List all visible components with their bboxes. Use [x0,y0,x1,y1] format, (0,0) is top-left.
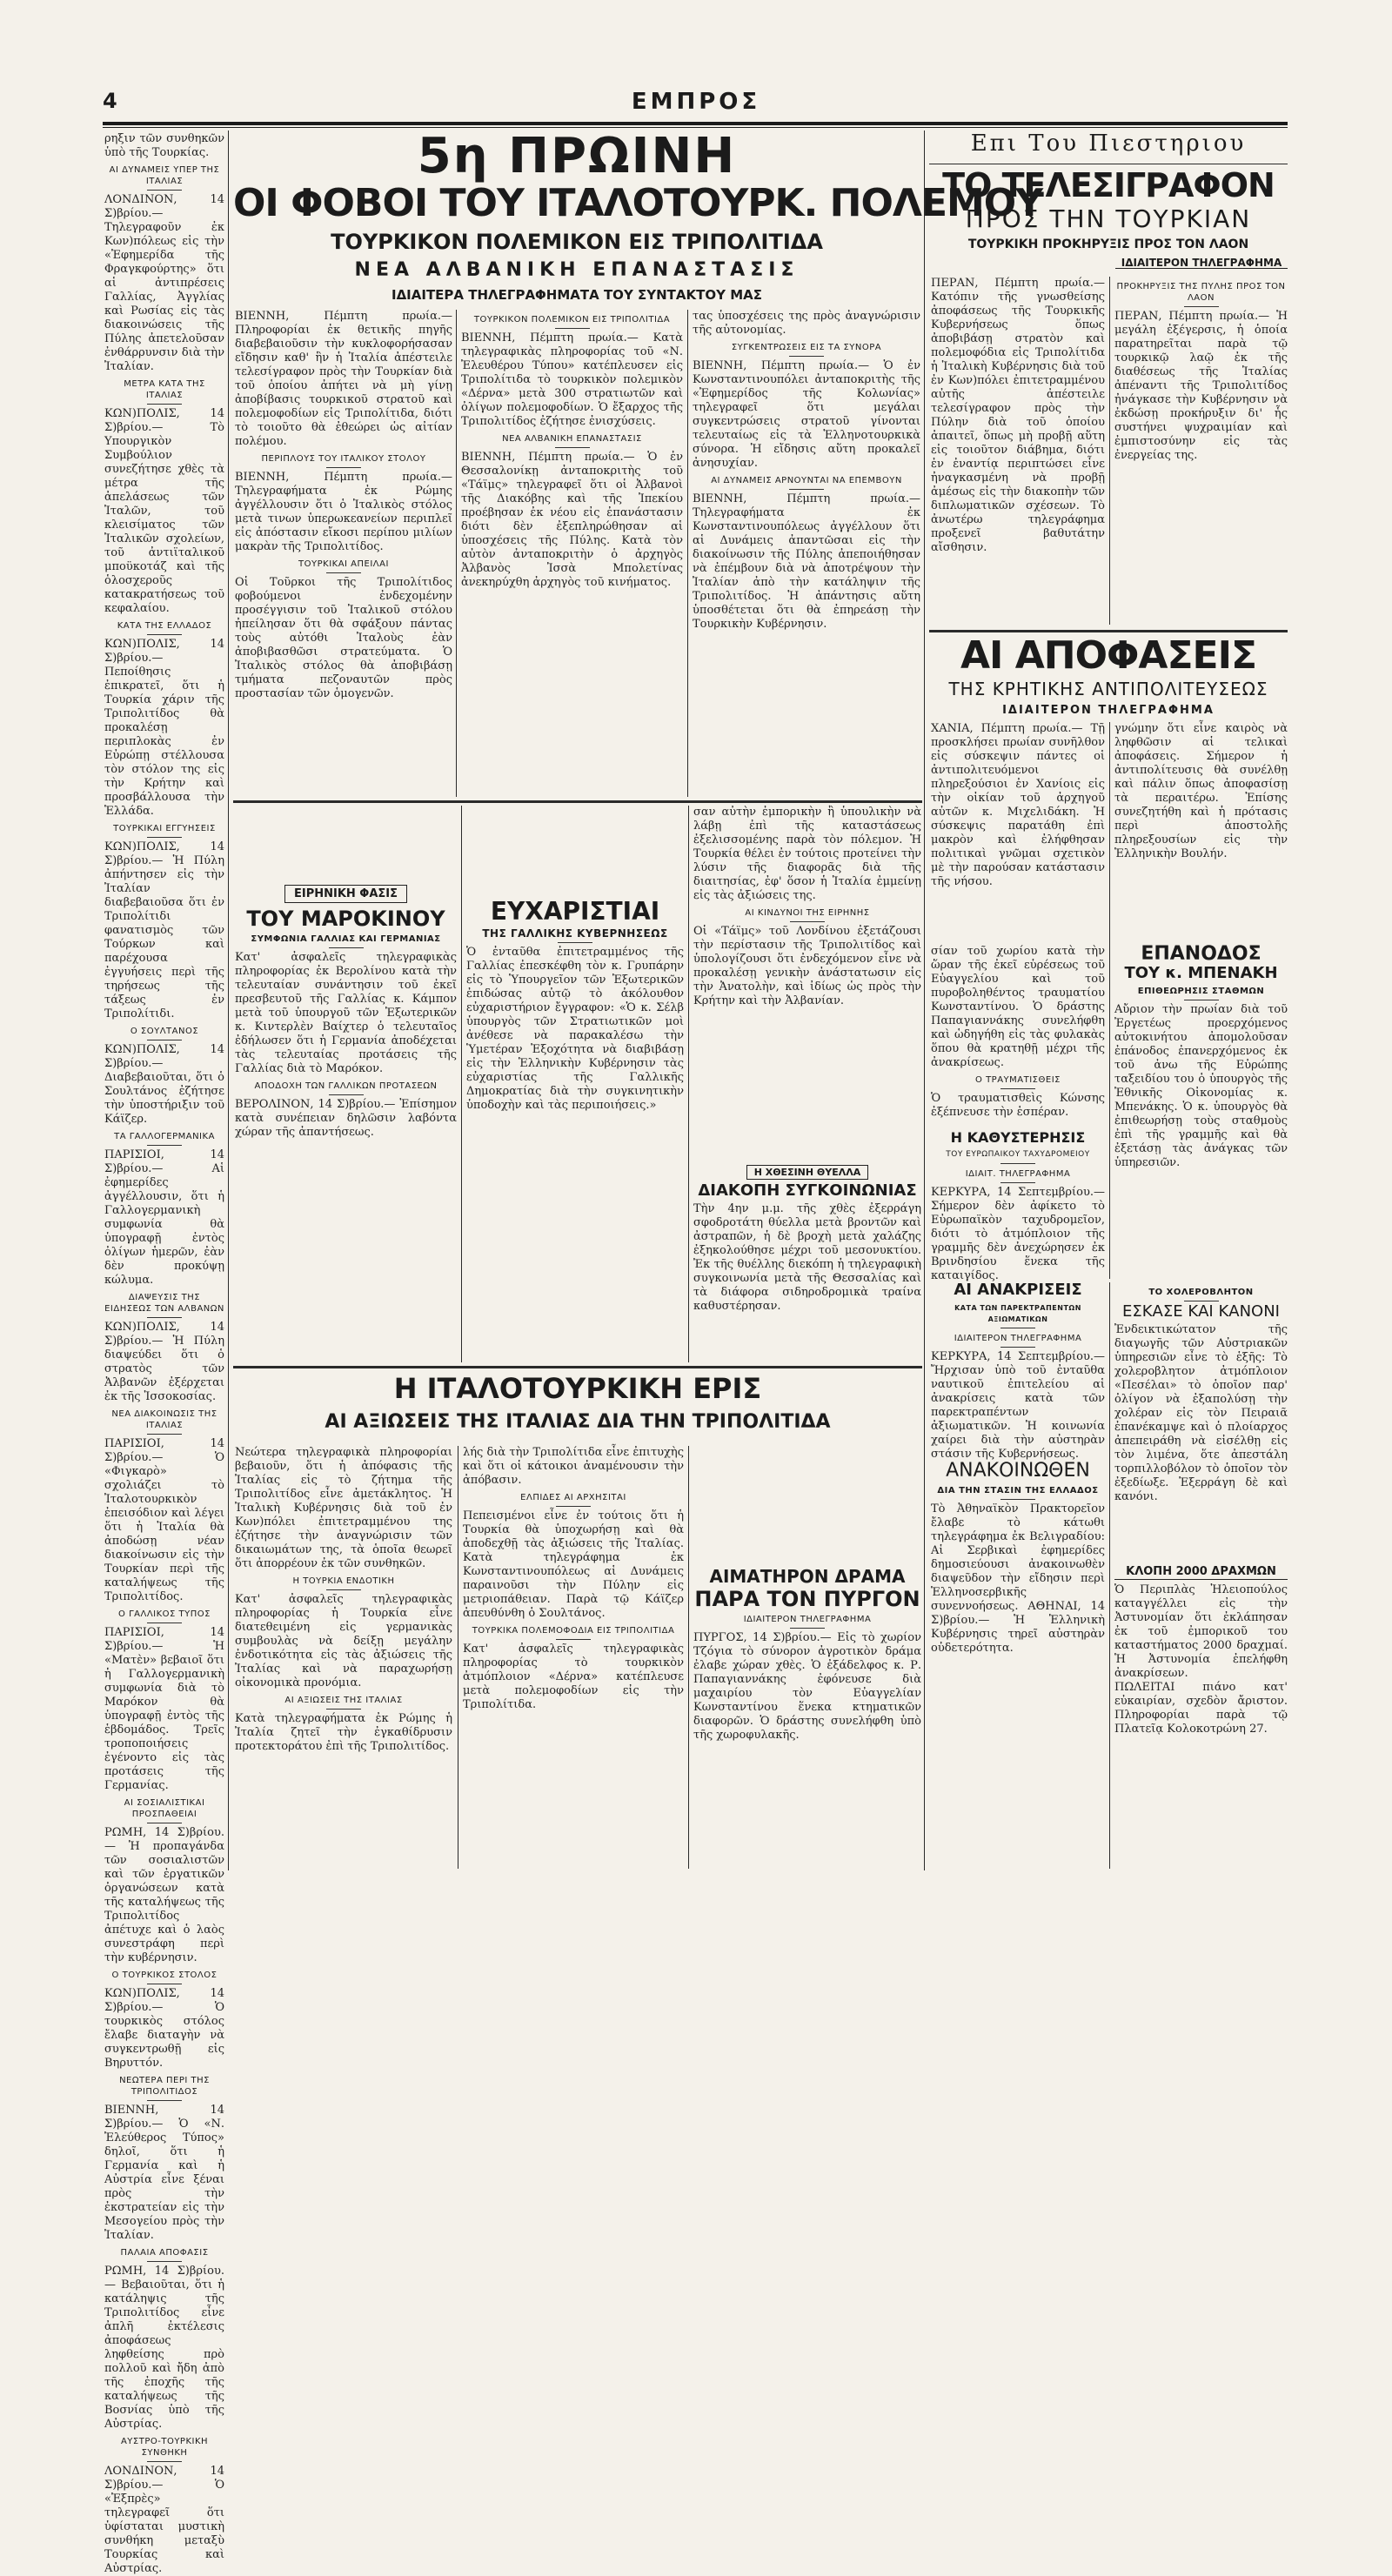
article-paragraph: ΚΩΝ)ΠΟΛΙΣ, 14 Σ)βρίου.— Τὸ Υπουργικὸν Συμβούλιον συνεζήτησε χθὲς τὰ μέτρα τῆς ἀπελάσεως τῶν Ἰταλῶν, τοῦ κλεισίματος τῶν Ἰταλικῶν σχολείων, τοῦ ἀντιϊταλικοῦ μποϋκοτάζ καὶ τῆς ὁλοσχεροῦς κατακρατήσεως τοῦ κεφαλαίου. [104,407,224,615]
article-paragraph: ΡΩΜΗ, 14 Σ)βρίου.— Ἡ προπαγάνδα τῶν σοσιαλιστῶν καὶ τῶν ἐργατικῶν ὀργανώσεων κατὰ τῆς καταλήψεως τῆς Τριπολιτίδος ἀπέτυχε καὶ ὁ λαὸς συνεστράφη περὶ τὴν κυβέρνησιν. [104,1826,224,1964]
article-paragraph: ΛΟΝΔΙΝΟΝ, 14 Σ)βρίου.— Ὁ «Ἐξπρὲς» τηλεγραφεῖ ὅτι ὑφίσταται μυστικὴ συνθήκη μεταξὺ Τουρκίας καὶ Αὐστρίας. [104,2465,224,2575]
crete-col-a [931,722,1105,940]
article-paragraph: ΚΩΝ)ΠΟΛΙΣ, 14 Σ)βρίου.— Ἡ Πύλη ἀπήντησεν εἰς τὴν Ἰταλίαν διαβεβαιοῦσα ὅτι ἐν Τριπολίτιδι φανατισμὸς τῶν Τούρκων καὶ παρέχουσα ἐγγυήσεις περὶ τῆς τηρήσεως τῆς τάξεως ἐν Τριπολίτιδι. [104,840,224,1020]
article-paragraph: σίαν τοῦ χωρίου κατὰ τὴν ὥραν τῆς ἐκεῖ εὑρέσεως τοῦ Εὐαγγελίου καὶ τοῦ πυροβοληθέντος τραυματίου Κωνσταντίνου. Ὁ δράστης Παπαγιαννάκης συνελήφθη καὶ ὡδηγήθη εἰς τὰς φυλακὰς ὅπου θὰ κρατηθῇ μέχρι τῆς ἀνακρίσεως. [931,945,1105,1069]
article-paragraph: ΠΑΡΙΣΙΟΙ, 14 Σ)βρίου.— Ὁ «Φιγκαρὸ» σχολιάζει τὸ Ἰταλοτουρκικὸν ἐπεισόδιον καὶ λέγει ὅτι ἡ Ἰταλία θὰ ἀποδώσῃ νέαν διακοίνωσιν εἰς τὴν Τουρκίαν περὶ τῆς καταλήψεως τῆς Τριπολιτίδος. [104,1437,224,1603]
article-paragraph: Πεπεισμένοι εἶνε ἐν τούτοις ὅτι ἡ Τουρκία θὰ ὑποχωρήσῃ καὶ θὰ ἀποδεχθῇ τὰς ἀξιώσεις τῆς Ἰταλίας. Κατὰ τηλεγράφημα ἐκ Κωνσταντινουπόλεως αἱ Δυνάμεις παραινοῦσι τὴν Πύλην εἰς μετριοπάθειαν. Παρὰ τῷ Κάϊζερ ἀπευθύνθη ὁ Σουλτάνος. [463,1509,684,1620]
announce-deck: ΔΙΑ ΤΗΝ ΣΤΑΣΙΝ ΤΗΣ ΕΛΛΑΔΟΣ [931,1485,1105,1500]
article-paragraph: Οἱ Τοῦρκοι τῆς Τριπολίτιδος φοβούμενοι ἐνδεχομένην προσέγγισιν τοῦ Ἰταλικοῦ στόλου ἠπείλησαν ὅτι θὰ σφάξουν πάντας τοὺς αὐτόθι Ἰταλοὺς ἐὰν ἀποβιβασθῶσι στρατεύματα. Ὁ Ἰταλικὸς στόλος θὰ ἀποβιβάσῃ τμήματα πεζοναυτῶν πρὸς προστασίαν τῶν ὁμογενῶν. [235,576,452,700]
article-subhead: ΤΟΥΡΚΙΚΑΙ ΑΠΕΙΛΑΙ [235,559,452,573]
paper-title: ΕΜΠΡΟΣ [631,89,761,115]
article-subhead: ΑΙ ΣΟΣΙΑΛΙΣΤΙΚΑΙ ΠΡΟΣΠΑΘΕΙΑΙ [104,1797,224,1823]
arrests-body [931,1333,1105,1462]
article-subhead: ΕΛΠΙΔΕΣ ΑΙ ΑΡΧΗΣΙΤΑΙ [463,1492,684,1507]
return-headline: ΕΠΑΝΟΔΟΣ [1141,943,1262,965]
edition-banner: 5η ΠΡΩΙΝΗ [417,128,737,184]
article-paragraph: ΒΙΕΝΝΗ, Πέμπτη πρωία.— Τηλεγραφήματα ἐκ Ρώμης ἀγγέλλουσιν ὅτι ὁ Ἰταλικὸς στόλος μετὰ τινων ὑπερωκεανείων περιπλεῖ εἰς ἀπόστασιν εἴκοσι περίπου μιλίων μακρὰν τῆς Τριπολιτίδος. [235,471,452,553]
article-subhead: ΙΔΙΑΙΤΕΡΟΝ ΤΗΛΕΓΡΑΦΗΜΑ [931,1333,1105,1348]
press-deck-3: ΙΔΙΑΙΤΕΡΟΝ ΤΗΛΕΓΡΑΦΗΜΑ [1115,258,1288,269]
article-subhead: ΤΟΥΡΚΙΚΟΝ ΠΟΛΕΜΙΚΟΝ ΕΙΣ ΤΡΙΠΟΛΙΤΙΔΑ [461,314,683,329]
article-paragraph: ΒΕΡΟΛΙΝΟΝ, 14 Σ)βρίου.— Ἐπίσημον κατὰ συνέπειαν δηλῶσιν λαβόντα χώραν τῆς ἀπαντήσεως. [235,1098,457,1139]
italo-col-2 [463,1446,684,1869]
right-split-rule-2 [1109,1282,1110,1869]
article-paragraph: ΒΙΕΝΝΗ, Πέμπτη πρωία.— Τηλεγραφήματα ἐκ Κωνσταντινουπόλεως ἀγγέλλουν ὅτι αἱ Δυνάμεις ἀπαντῶσαι εἰς τὴν διακοίνωσιν τῆς Πύλης ἀπεποιήθησαν νὰ ἐπέμβουν διὰ νὰ ἀποτρέψουν τὴν Ἰταλίαν ἀπὸ τὴν κατάληψιν τῆς Τριπολιτίδος. Ἡ ἀπάντησις αὕτη ὑποσθέτεται ὅτι θὰ ἐπηρεάσῃ τὴν Τουρκικὴν Κυβέρνησιν. [693,492,920,631]
italo-top-rule [233,1366,922,1368]
arrests-headline: ΑΙ ΑΝΑΚΡΙΣΕΙΣ [954,1281,1082,1299]
italo-headline: Η ΙΤΑΛΟΤΟΥΡΚΙΚΗ ΕΡΙΣ [393,1372,762,1405]
storm-kicker: Η ΧΘΕΣΙΝΗ ΘΥΕΛΛΑ [746,1165,869,1180]
delay-deck: ΤΟΥ ΕΥΡΩΠΑΙΚΟΥ ΤΑΧΥΔΡΟΜΕΙΟΥ [931,1149,1105,1164]
drama-deck-1: ΠΑΡΑ ΤΟΝ ΠΥΡΓΟΝ [694,1587,920,1611]
press-deck-2: ΤΟΥΡΚΙΚΗ ΠΡΟΚΗΡΥΞΙΣ ΠΡΟΣ ΤΟΝ ΛΑΟΝ [967,238,1249,251]
article-subhead: Ο ΤΡΑΥΜΑΤΙΣΘΕΙΣ [931,1074,1105,1089]
cholera-story [1114,1282,1288,1561]
left-column-stack [104,132,224,2576]
article-subhead: ΠΕΡΙΠΛΟΥΣ ΤΟΥ ΙΤΑΛΙΚΟΥ ΣΤΟΛΟΥ [235,453,452,468]
article-paragraph: Τὴν 4ην μ.μ. τῆς χθὲς ἐξερράγη σφοδροτάτη θύελλα μετὰ βροντῶν καὶ ἀστραπῶν, ἡ δὲ βροχὴ μετὰ χαλάζης ἐξηκολούθησε μέχρι τοῦ μεσονυκτίου. Ἐκ τῆς θυέλλης διεκόπη ἡ τηλεγραφικὴ συγκοινωνία μετὰ τῆς Θεσσαλίας καὶ τὰ διάφορα σιδηροδρομικὰ τραίνα καθυστέρησαν. [693,1202,921,1313]
storm-headline: ΔΙΑΚΟΠΗ ΣΥΓΚΟΙΝΩΝΙΑΣ [698,1181,917,1200]
article-paragraph: ΚΩΝ)ΠΟΛΙΣ, 14 Σ)βρίου.— Ἡ Πύλη διαψεύδει ὅτι ὁ στρατὸς τῶν Ἀλβανῶν ἐξέρχεται ἐκ τῆς Ἰσσοκοσίας. [104,1321,224,1403]
italo-rule-b [688,1446,689,1869]
article-subhead: ΑΥΣΤΡΟ-ΤΟΥΡΚΙΚΗ ΣΥΝΘΗΚΗ [104,2436,224,2462]
crete-top-rule [929,630,1288,632]
header-rule [103,122,1288,125]
theft-body [1114,1583,1288,1736]
front-col-2 [461,310,683,797]
announce-body [931,1502,1105,1656]
morocco-body [235,951,457,1140]
storm-continued [931,945,1105,1126]
article-paragraph: ΠΕΡΑΝ, Πέμπτη πρωία.— Κατόπιν τῆς γνωσθείσης ἀποφάσεως τῆς Τουρκικῆς Κυβερνήσεως ὅπως ἀποβιβάσῃ στρατὸν καὶ πολεμοφόδια εἰς Τριπολίτιδα ἡ Ἰταλικὴ Κυβέρνησις διὰ τοῦ ἐν Κων)πόλει ἐπιτετραμμένου αὐτῆς ἀπέστειλε τελεσίγραφον πρὸς τὴν Πύλην διὰ τοῦ ὁποίου ἀπαιτεῖ, ὅπως μὴ προβῇ αὕτη εἰς τοιοῦτον διάβημα, διότι ἐν ἐναντίᾳ περιπτώσει εἶνε ἠναγκασμένη νὰ προβῇ ἀμέσως εἰς τὴν διακοπὴν τῶν διπλωματικῶν σχέσεων. Τὸ ἀνωτέρω τηλεγράφημα προξενεῖ βαθυτάτην αἴσθησιν. [931,277,1105,554]
article-paragraph: ΠΥΡΓΟΣ, 14 Σ)βρίου.— Εἰς τὸ χωρίον Τζόγια τὸ σύνορον ἀγροτικὸν δράμα ἐλαβε χώραν χθὲς. Ὁ ἐξάδελφος κ. Ρ. Παπαγιαννάκης ἐφόνευσε διὰ μαχαιρίου τὸν Εὐαγγελίαν Κωνσταντίνου ἕνεκα κτηματικῶν διαφορῶν. Ὁ δράστης συνελήφθη ὑπὸ τῆς χωροφυλακῆς. [693,1631,921,1742]
article-subhead: ΤΟΥΡΚΙΚΑ ΠΟΛΕΜΟΦΟΔΙΑ ΕΙΣ ΤΡΙΠΟΛΙΤΙΔΑ [463,1625,684,1640]
article-paragraph: Νεώτερα τηλεγραφικὰ πληροφορίαι βεβαιοῦν, ὅτι ἡ ἀπόφασις τῆς Ἰταλίας εἰς τὸ ζήτημα τῆς Τριπολιτίδος εἶνε ἀμετάκλητος. Ἡ Ἰταλικὴ Κυβέρνησις διὰ τοῦ ἐν Κων)πόλει ἐπιτετραμμένου της ἐζήτησε τὴν ἀναγνώρισιν τῶν δικαιωμάτων της, τὰ ὁποῖα θεωρεῖ ὅτι ἀπορρέουν ἐκ τῶν συνθηκῶν. [235,1446,452,1570]
article-subhead: ΣΥΓΚΕΝΤΡΩΣΕΙΣ ΕΙΣ ΤΑ ΣΥΝΟΡΑ [693,342,920,357]
italo-col-1 [235,1446,452,1869]
article-paragraph: ΚΕΡΚΥΡΑ, 14 Σεπτεμβρίου.— Σήμερον δὲν ἀφίκετο τὸ Εὐρωπαϊκὸν ταχυδρομεῖον, διότι τὸ ἀτμόπλοιον τῆς γραμμῆς δὲν ἀνεχώρησεν ἐκ Βρινδησίου ἕνεκα τῆς καταιγίδος. [931,1186,1105,1282]
storm-story [693,1162,921,1362]
article-paragraph: λής διὰ τὴν Τριπολίτιδα εἶνε ἐπιτυχὴς καὶ ὅτι οἱ κάτοικοι ἀναμένουσιν τὴν ἀπόβασιν. [463,1446,684,1487]
article-subhead: ΑΙ ΔΥΝΑΜΕΙΣ ΥΠΕΡ ΤΗΣ ΙΤΑΛΙΑΣ [104,164,224,191]
italo-col-2-stack [463,1446,684,1712]
article-paragraph: ΒΙΕΝΝΗ, Πέμπτη πρωία.— Κατὰ τηλεγραφικὰς πληροφορίας τοῦ «Ν. Ἐλευθέρου Τύπου» κατέπλευσεν εἰς Τριπολίτιδα τὸ τουρκικὸν πολεμικὸν «Δέρνα» μετὰ 300 στρατιωτῶν καὶ ὀλίγων πολεμοφοδίων. Ὁ ἔξαρχος τῆς Τριπολιτίδος ἐζήτησε ἐνισχύσεις. [461,331,683,428]
left-column [104,132,224,2575]
front-deck-3: ΙΔΙΑΙΤΕΡΑ ΤΗΛΕΓΡΑΦΗΜΑΤΑ ΤΟΥ ΣΥΝΤΑΚΤΟΥ ΜΑΣ [391,287,762,303]
article-paragraph: σαν αὐτὴν ἐμπορικὴν ἢ ὑπουλικὴν νὰ λάβῃ ἐπὶ τῆς καταστάσεως ἐξελισσομένης παρὰ τὸν πόλεμον. Ἡ Τουρκία θέλει ἐν τούτοις προτείνει τὴν λύσιν τῆς διαφορᾶς διὰ τῆς διαιτησίας, ἐφ' ὅσον ἡ Ἰταλία ἐμμείνῃ εἰς τὰς ἀξιώσεις της. [693,806,921,902]
crete-deck-2: ΙΔΙΑΙΤΕΡΟΝ ΤΗΛΕΓΡΑΦΗΜΑ [1002,704,1215,717]
theft-story [1114,1566,1288,1869]
morocco-deck: ΣΥΜΦΩΝΙΑ ΓΑΛΛΙΑΣ ΚΑΙ ΓΕΡΜΑΝΙΑΣ [235,933,457,948]
article-paragraph: ΒΙΕΝΝΗ, Πέμπτη πρωία.— Πληροφορίαι ἐκ θετικῆς πηγῆς διαβεβαιοῦσιν τὴν κυκλοφορήσασαν εἴδησιν καθ' ἣν ἡ Ἰταλία ἀπέστειλε τελεσίγραφον πρὸς τὴν Τουρκίαν διὰ τοῦ ὁποίου ἀπήτει νὰ μὴ γίνῃ ἀποβίβασις τουρκικοῦ στρατοῦ καὶ πολεμοφοδίων εἰς Τριπολίτιδα, διότι τὸ τοιοῦτο θὰ ἐθεώρει ὡς αἰτίαν πολέμου. [235,310,452,448]
article-paragraph: ΚΩΝ)ΠΟΛΙΣ, 14 Σ)βρίου.— Διαβεβαιοῦται, ὅτι ὁ Σουλτάνος ἐζήτησε τὴν ὑποστήριξιν τοῦ Κάϊζερ. [104,1043,224,1126]
cholera-kicker: ΤΟ ΧΟΛΕΡΟΒΛΗΤΟΝ [1114,1287,1288,1301]
article-paragraph: ρηξιν τῶν συνθηκῶν ὑπὸ τῆς Τουρκίας. [104,132,224,159]
article-subhead: Η ΤΟΥΡΚΙΑ ΕΝΔΟΤΙΚΗ [235,1576,452,1590]
press-col-a-stack [931,277,1105,555]
front-col-1 [235,310,452,797]
drama-body [693,1631,921,1743]
cholera-body [1114,1323,1288,1504]
front-bottom-rule [233,800,922,803]
article-paragraph: ΛΟΝΔΙΝΟΝ, 14 Σ)βρίου.— Τηλεγραφοῦν ἐκ Κων)πόλεως εἰς τὴν «Ἐφημερίδα τῆς Φραγκφούρτης» ὅτι αἱ ἀντιπρέσεις Γαλλίας, Ἀγγλίας καὶ Ρωσίας εἰς τὰς διακοινώσεις τῆς Πύλης ἀπετελοῦσαν ἐνθάρρυνσιν διὰ τὴν Ἰταλίαν. [104,193,224,373]
delay-body [931,1168,1105,1283]
delay-story [931,1129,1105,1282]
article-paragraph: ΧΑΝΙΑ, Πέμπτη πρωία.— Τῇ προσκλήσει πρωίαν συνῆλθον εἰς σύσκεψιν πάντες οἱ ἀντιπολιτευόμενοι πληρεξούσιοι ἐν Χανίοις εἰς τὴν οἰκίαν τοῦ ἀρχηγοῦ αὐτῶν κ. Μιχελιδάκη. Ἡ σύσκεψις παρατάθη ἐπὶ μακρὸν καὶ ἐλήφθησαν πολιτικαὶ γνῶμαι σχετικὸν μὲ τὴν παρούσαν κατάστασιν τῆς νήσου. [931,722,1105,888]
arrests-story [931,1281,1105,1461]
article-subhead: ΠΑΛΑΙΑ ΑΠΟΦΑΣΙΣ [104,2247,224,2262]
front-headline: ΟΙ ΦΟΒΟΙ ΤΟΥ ΙΤΑΛΟΤΟΥΡΚ. ΠΟΛΕΜΟΥ [233,181,1043,225]
press-col-b-stack [1114,281,1288,463]
peace-body [693,806,921,1008]
article-paragraph: τας ὑποσχέσεις της πρὸς ἀναγνώρισιν τῆς αὐτονομίας. [693,310,920,337]
thanks-headline: ΕΥΧΑΡΙΣΤΙΑΙ [490,897,660,926]
article-paragraph: Ὁ Περιπλὰς Ἠλειοπούλος καταγγέλλει εἰς τὴν Ἀστυνομίαν ὅτι ἐκλάπησαν ἐκ τοῦ ἐμπορικοῦ του καταστήματος 2000 δραχμαί. Ἡ Ἀστυνομία ἐπελήφθη ἀνακρίσεων. [1114,1583,1288,1680]
drama-headline: ΑΙΜΑΤΗΡΟΝ ΔΡΑΜΑ [709,1566,906,1587]
cholera-headline: ΕΣΚΑΣΕ ΚΑΙ ΚΑΝΟΝΙ [1121,1302,1280,1321]
article-paragraph: Κατ' ἀσφαλεῖς τηλεγραφικὰς πληροφορίας ἡ Τουρκία εἶνε διατεθειμένη εἰς γερμανικὰς συμβουλὰς νὰ δείξῃ μεγάλην ἐνδοτικότητα εἰς τὰς ἀξιώσεις τῆς Ἰταλίας καὶ νὰ παραχωρήσῃ οἰκονομικὰ προνόμια. [235,1593,452,1689]
press-col-b [1114,277,1288,625]
article-paragraph: Αὔριον τὴν πρωίαν διὰ τοῦ Ἐργετέως προερχόμενος αὐτοκινήτου ἀπομολοῦσαν ἐπάνοδος ἐπανερχόμενος ἐκ τοῦ ἀνω τῆς Εὐρώπης ταξειδίου του ὁ ὑπουργὸς τῆς Ἐθνικῆς Οἰκονομίας κ. Μπενάκης. Ὁ κ. ὑπουργὸς θὰ ἐπιθεωρήσῃ τοὺς σταθμοὺς ἐπὶ τῆς γραμμῆς καὶ θὰ ἐξετάσῃ τὰς ἀνάγκας τῶν ὑπηρεσιῶν. [1114,1003,1288,1169]
article-paragraph: Κατ' ἀσφαλεῖς τηλεγραφικὰς πληροφορίας τὸ τουρκικὸν ἀτμόπλοιον «Δέρνα» κατέπλευσε μετὰ πολεμοφοδίων εἰς τὴν Τριπολίτιδα. [463,1643,684,1711]
article-paragraph: ΒΙΕΝΝΗ, 14 Σ)βρίου.— Ὁ «Ν. Ἐλεύθερος Τύπος» δηλοῖ, ὅτι ἡ Γερμανία καὶ ἡ Αὐστρία εἶνε ξέναι πρὸς τὴν ἐκστρατείαν εἰς τὴν Μεσογείου πρὸς τὴν Ἰταλίαν. [104,2104,224,2242]
press-rule [1109,277,1110,625]
storm-body [693,1202,921,1314]
peace-story [693,806,921,1162]
article-subhead: ΑΠΟΔΟΧΗ ΤΩΝ ΓΑΛΛΙΚΩΝ ΠΡΟΤΑΣΕΩΝ [235,1081,457,1095]
front-deck-1: ΤΟΥΡΚΙΚΟΝ ΠΟΛΕΜΙΚΟΝ ΕΙΣ ΤΡΙΠΟΛΙΤΙΔΑ [331,230,823,254]
press-kicker: Επι Του Πιεστηριου [970,130,1247,157]
article-subhead: ΝΕΩΤΕΡΑ ΠΕΡΙ ΤΗΣ ΤΡΙΠΟΛΙΤΙΔΟΣ [104,2075,224,2101]
morocco-story [235,806,457,1362]
article-subhead: ΑΙ ΔΥΝΑΜΕΙΣ ΑΡΝΟΥΝΤΑΙ ΝΑ ΕΠΕΜΒΟΥΝ [693,475,920,490]
article-subhead: ΠΡΟΚΗΡΥΞΙΣ ΤΗΣ ΠΥΛΗΣ ΠΡΟΣ ΤΟΝ ΛΑΟΝ [1114,281,1288,307]
article-subhead: Ο ΣΟΥΛΤΑΝΟΣ [104,1026,224,1040]
article-subhead: Ο ΤΟΥΡΚΙΚΟΣ ΣΤΟΛΟΣ [104,1970,224,1984]
return-story [1114,945,1288,1279]
article-paragraph: ΚΕΡΚΥΡΑ, 14 Σεπτεμβρίου.— Ἤρχισαν ὑπὸ τοῦ ἐνταῦθα ναυτικοῦ ἐπιτελείου αἱ ἀνακρίσεις κατὰ τῶν παρεκτραπέντων ἀξιωματικῶν. Ἡ κοινωνία χαίρει διὰ τὴν αὐστηρὰν στάσιν τῆς Κυβερνήσεως. [931,1350,1105,1461]
article-subhead: ΤΟΥΡΚΙΚΑΙ ΕΓΓΥΗΣΕΙΣ [104,823,224,838]
article-paragraph: Ἐνδεικτικώτατον τῆς διαγωγῆς τῶν Αὐστριακῶν ὑπηρεσιῶν εἶνε τὸ ἑξῆς: Τὸ χολεροβλητον ἀτμόπλοιον «Πεσέλαι» τὸ ὁποῖον παρ' ὀλίγον νὰ ἐξαπολύσῃ τὴν χολέραν εἰς τὸν Πειραιᾶ ἐπανέκαμψε καὶ ὁ πλοίαρχος ἀπεπειράθη νὰ εἰσέλθῃ εἰς τὸν λιμένα, ὅτε ἀπεστάλη τορπιλλοβόλον τὸ ὁποῖον τὸν ἐξεδίωξε. Ἐξερράγη δὲ καὶ κανόνι. [1114,1323,1288,1503]
press-deck-1: ΠΡΟΣ ΤΗΝ ΤΟΥΡΚΙΑΝ [965,204,1252,233]
front-deck-2: ΝΕΑ ΑΛΒΑΝΙΚΗ ΕΠΑΝΑΣΤΑΣΙΣ [354,259,800,281]
article-paragraph: Οἱ «Τάϊμς» τοῦ Λονδίνου ἐξετάζουσι τὴν περίστασιν τῆς Τριπολιτίδος καὶ ὑπολογίζουσι ὅτι ἐνδεχόμενον εἶνε νὰ προκαλέσῃ γενικὴν ἀνάστατωσιν εἰς τὴν Ἀνατολὴν, καὶ ἰδίως ὡς πρὸς τὴν Κρήτην καὶ τὴν Ἀλβανίαν. [693,925,921,1007]
article-subhead: ΑΙ ΚΙΝΔΥΝΟΙ ΤΗΣ ΕΙΡΗΝΗΣ [693,907,921,922]
front-rule-a [456,310,457,797]
press-col-a [931,277,1105,625]
article-paragraph: Ὁ τραυματισθεὶς Κώνσης ἐξέπνευσε τὴν ἑσπέραν. [931,1092,1105,1119]
article-subhead: Ο ΓΑΛΛΙΚΟΣ ΤΥΠΟΣ [104,1609,224,1623]
crete-col-b-stack [1114,722,1288,861]
article-subhead: ΜΕΤΡΑ ΚΑΤΑ ΤΗΣ ΙΤΑΛΙΑΣ [104,378,224,405]
announce-story [931,1462,1105,1869]
morocco-headline: ΤΟΥ ΜΑΡΟΚΙΝΟΥ [246,907,445,931]
article-paragraph: Κατ' ἀσφαλεῖς τηλεγραφικὰς πληροφορίας ἐκ Βερολίνου κατὰ τὴν τελευταίαν συνάντησιν τοῦ ἐκεῖ πρεσβευτοῦ τῆς Γαλλίας κ. Κάμπον μετὰ τοῦ ὑπουργοῦ τῶν Ἐξωτερικῶν κ. Κιντερλὲν Βαίχτερ ὁ τελευταῖος ἐδήλωσεν ὅτι ἡ Γερμανία ἀποδέχεται τὰς τελευταίας προτάσεις τῆς Γαλλίας διὰ τὸ Μαρόκον. [235,951,457,1075]
article-subhead: ΝΕΑ ΔΙΑΚΟΙΝΩΣΙΣ ΤΗΣ ΙΤΑΛΙΑΣ [104,1408,224,1435]
front-col-2-stack [461,314,683,590]
crete-deck-1: ΤΗΣ ΚΡΗΤΙΚΗΣ ΑΝΤΙΠΟΛΙΤΕΥΣΕΩΣ [948,679,1268,699]
article-paragraph: Τὸ Ἀθηναϊκὸν Πρακτορεῖον ἔλαβε τὸ κάτωθι τηλεγράφημα ἐκ Βελιγραδίου: Αἱ Σερβικαὶ ἐφημερίδες δημοσιεύουσι ἀνακοινωθὲν διαψεῦδον τὴν εἴδησιν περὶ Ἑλληνοσερβικῆς συνεννοήσεως. ΑΘΗΝΑΙ, 14 Σ)βρίου.— Ἡ Ἑλληνικὴ Κυβέρνησις τηρεῖ αὐστηρὰν οὐδετερότητα. [931,1502,1105,1655]
column-rule-1 [228,130,229,1870]
drama-deck-2: ΙΔΙΑΙΤΕΡΟΝ ΤΗΛΕΓΡΑΦΗΜΑ [693,1614,921,1629]
front-col-3-stack [693,310,920,632]
crete-col-a-stack [931,722,1105,889]
article-paragraph: ΒΙΕΝΝΗ, Πέμπτη πρωία.— Ὁ ἐν Θεσσαλονίκῃ ἀνταποκριτὴς τοῦ «Τάϊμς» τηλεγραφεῖ ὅτι οἱ Ἀλβανοὶ τῆς Διακόβης καὶ τῆς Ἰπεκίου προέβησαν ἐκ νέου εἰς ἐπανάστασιν διότι δὲν ἐξεπληρώθησαν αἱ ὑποσχέσεις τῆς Πύλης. Κατὰ τὸν αὐτὸν ἀνταποκριτὴν ὁ ἀρχηγὸς Ἀλβανὸς Ἰσσὰ Μπολετίνας ἀνεκηρύχθη ἀρχηγὸς τοῦ κινήματος. [461,451,683,589]
front-col-3 [693,310,920,797]
front-rule-b [687,310,688,797]
article-subhead: ΑΙ ΑΞΙΩΣΕΙΣ ΤΗΣ ΙΤΑΛΙΑΣ [235,1695,452,1710]
article-paragraph: ΠΑΡΙΣΙΟΙ, 14 Σ)βρίου.— Ἡ «Ματὲν» βεβαιοῖ ὅτι ἡ Γαλλογερμανικὴ συμφωνία διὰ τὸ Μαρόκον θὰ ὑπογραφῇ ἐντὸς τῆς ἑβδομάδος. Τρεῖς τροποποιήσεις ἐγένοντο εἰς τὰς προτάσεις τῆς Γερμανίας. [104,1626,224,1792]
mid-rule-b [688,806,689,1362]
return-deck-1: ΤΟΥ κ. ΜΠΕΝΑΚΗ [1124,964,1278,982]
thanks-body [466,946,684,1113]
drama-story [693,1446,921,1869]
morocco-kicker: ΕΙΡΗΝΙΚΗ ΦΑΣΙΣ [284,885,407,903]
page-number: 4 [103,89,117,113]
crete-col-b [1114,722,1288,940]
italo-deck: ΑΙ ΑΞΙΩΣΕΙΣ ΤΗΣ ΙΤΑΛΙΑΣ ΔΙΑ ΤΗΝ ΤΡΙΠΟΛΙΤΙΔΑ [325,1411,831,1433]
column-rule-2 [924,130,925,1870]
article-paragraph: ΡΩΜΗ, 14 Σ)βρίου.— Βεβαιοῦται, ὅτι ἡ κατάληψις τῆς Τριπολιτίδος εἶνε ἀπλῆ ἐκτέλεσις ἀποφάσεως ληφθείσης πρὸ πολλοῦ καὶ ἤδη ἀπὸ τῆς ἐποχῆς τῆς καταλήψεως τῆς Βοσνίας ὑπὸ τῆς Αὐστρίας. [104,2265,224,2431]
article-paragraph: ΚΩΝ)ΠΟΛΙΣ, 14 Σ)βρίου.— Ὁ τουρκικὸς στόλος ἔλαβε διαταγὴν νὰ συγκεντρωθῇ εἰς Βηρυττόν. [104,1987,224,2070]
crete-headline: ΑΙ ΑΠΟΦΑΣΕΙΣ [960,633,1257,678]
article-paragraph: Ὁ ἐνταῦθα ἐπιτετραμμένος τῆς Γαλλίας ἐπεσκέφθη τὸν κ. Γρυπάρην εἰς τὸ Ὑπουργεῖον τῶν Ἐξωτερικῶν ἐπιδώσας αὐτῷ τὸ ἀκόλουθον εὐχαριστήριον ἔγγραφον: «Ὁ κ. Σέλβ ὑπουργὸς τῶν Στρατιωτικῶν μοὶ ἀνέθεσε νὰ παρακαλέσω τὴν Ὑμετέραν Ἐξοχότητα νὰ διαβιβάσῃ εἰς τὴν Ἑλληνικὴν Κυβέρνησιν τὰς εὐχαριστίας τῆς Γαλλικῆς Δημοκρατίας διὰ τὴν συγκινητικὴν ὑποδοχὴν καὶ τὰς περιποιήσεις.» [466,946,684,1112]
article-subhead: ΚΑΤΑ ΤΗΣ ΕΛΛΑΔΟΣ [104,620,224,635]
article-paragraph: ΒΙΕΝΝΗ, Πέμπτη πρωία.— Ὁ ἐν Κωνσταντινουπόλει ἀνταποκριτὴς τῆς «Ἐφημερίδος τῆς Κολωνίας» τηλεγραφεῖ ὅτι μεγάλαι συγκεντρώσεις στρατοῦ γίνονται τελευταίως εἰς τὰ Ἑλληνοτουρκικὰ σύνορα. Ἡ εἴδησις αὕτη προκαλεῖ ἀνησυχίαν. [693,359,920,470]
press-headline: ΤΟ ΤΕΛΕΣΙΓΡΑΦΟΝ [942,166,1275,204]
thanks-deck: ΤΗΣ ΓΑΛΛΙΚΗΣ ΚΥΒΕΡΝΗΣΕΩΣ [466,928,684,943]
article-paragraph: ΠΑΡΙΣΙΟΙ, 14 Σ)βρίου.— Αἱ ἐφημερίδες ἀγγέλλουσιν, ὅτι ἡ Γαλλογερμανικὴ συμφωνία θὰ ὑπογραφῇ ἐντὸς ὀλίγων ἡμερῶν, ἐὰν δὲν προκύψῃ κώλυμα. [104,1148,224,1287]
thanks-story [466,806,684,1362]
article-paragraph: γνώμην ὅτι εἶνε καιρὸς νὰ ληφθῶσιν αἱ τελικαὶ ἀποφάσεις. Σήμερον ἡ ἀντιπολίτευσις θὰ συνέλθῃ καὶ πάλιν ὅπως ἀποφασίσῃ τὰ περαιτέρω. Ἐπίσης συνεζητήθη καὶ ἡ πρότασις περὶ ἀποστολῆς πληρεξουσίων εἰς τὴν Ἑλληνικὴν Βουλήν. [1114,722,1288,860]
arrests-deck: ΚΑΤΑ ΤΩΝ ΠΑΡΕΚΤΡΑΠΕΝΤΩΝ ΑΞΙΩΜΑΤΙΚΩΝ [931,1302,1105,1328]
front-col-1-stack [235,310,452,701]
article-paragraph: ΚΩΝ)ΠΟΛΙΣ, 14 Σ)βρίου.— Πεποίθησις ἐπικρατεῖ, ὅτι ἡ Τουρκία χάριν τῆς Τριπολιτίδος θὰ προκαλέσῃ περιπλοκὰς ἐν Εὐρώπῃ στέλλουσα τὸν στόλον της εἰς τὴν Κρήτην καὶ προσβάλλουσα τὴν Ἑλλάδα. [104,638,224,818]
return-deck-2: ΕΠΙΘΕΩΡΗΣΙΣ ΣΤΑΘΜΩΝ [1114,986,1288,1000]
article-subhead: ΝΕΑ ΑΛΒΑΝΙΚΗ ΕΠΑΝΑΣΤΑΣΙΣ [461,433,683,448]
article-subhead: ΔΙΑΨΕΥΣΙΣ ΤΗΣ ΕΙΔΗΣΕΩΣ ΤΩΝ ΑΛΒΑΝΩΝ [104,1292,224,1318]
return-body [1114,1003,1288,1170]
article-subhead: ΤΑ ΓΑΛΛΟΓΕΡΜΑΝΙΚΑ [104,1131,224,1146]
article-paragraph: ΠΩΛΕΙΤΑΙ πιάνο κατ' εὐκαιρίαν, σχεδὸν ἄριστον. Πληροφορίαι παρὰ τῷ Πλατεῖᾳ Κολοκοτρώνη 27. [1114,1681,1288,1736]
theft-headline: ΚΛΟΠΗ 2000 ΔΡΑΧΜΩΝ [1114,1566,1288,1580]
article-paragraph: ΠΕΡΑΝ, Πέμπτη πρωία.— Ἡ μεγάλη ἐξέγερσις, ἡ ὁποία παρατηρεῖται παρὰ τῷ τουρκικῷ λαῷ ἐκ τῆς διαθέσεως τῆς Ἰταλίας ἀπέναντι τῆς Τριπολιτίδος ἠνάγκασε τὴν Κυβέρνησιν νὰ ἐκδώσῃ προκήρυξιν δι' ἧς συστήνει ψυχραιμίαν καὶ ἐμπιστοσύνην εἰς τὰς ἐνεργείας της. [1114,310,1288,462]
delay-headline: Η ΚΑΘΥΣΤΕΡΗΣΙΣ [950,1129,1086,1146]
mid-rule-a [461,806,462,1362]
article-paragraph: Κατὰ τηλεγραφήματα ἐκ Ρώμης ἡ Ἰταλία ζητεῖ τὴν ἐγκαθίδρυσιν προτεκτοράτου ἐπὶ τῆς Τριπολιτίδος. [235,1712,452,1753]
announce-headline: ΑΝΑΚΟΙΝΩΘΕΝ [946,1460,1090,1482]
article-subhead: ΙΔΙΑΙΤ. ΤΗΛΕΓΡΑΦΗΜΑ [931,1168,1105,1183]
italo-col-1-stack [235,1446,452,1754]
storm-continued-stack [931,945,1105,1120]
right-split-rule [1109,722,1110,1279]
